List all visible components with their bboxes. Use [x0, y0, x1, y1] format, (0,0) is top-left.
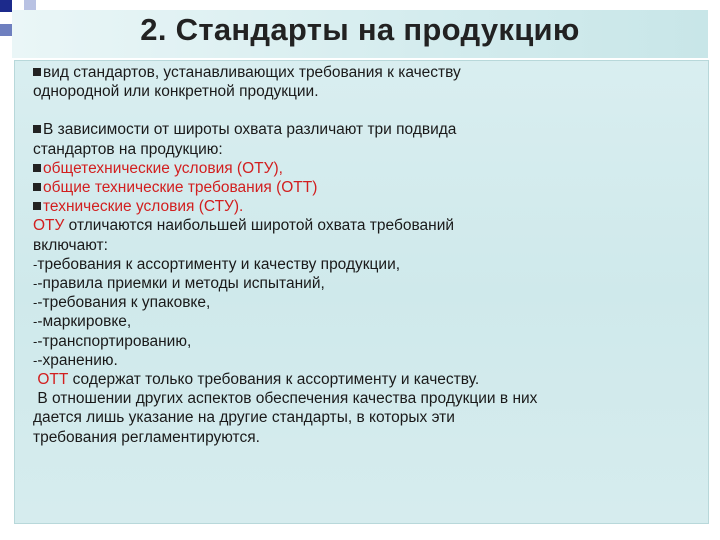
final-line1: В отношении других аспектов обеспечения качества продукции в них: [37, 390, 538, 408]
square-bullet-icon: [33, 125, 41, 133]
ott-line: ОТТ содержат только требования к ассортименту и качеству.: [37, 371, 480, 389]
para2-line1: В зависимости от широты охвата различают три подвида: [33, 120, 703, 139]
otu-line1: ОТУ отличаются наибольшей широтой охвата требований: [33, 217, 455, 235]
square-bullet-icon: [33, 202, 41, 210]
subtype-ott: общие технические требования (ОТТ): [33, 178, 703, 197]
list-item: --маркировке,: [33, 313, 132, 331]
subtype-otu: общетехнические условия (ОТУ),: [33, 159, 703, 178]
square-bullet-icon: [33, 164, 41, 172]
list-item: --требования к упаковке,: [33, 294, 211, 312]
slide-title: 2. Стандарты на продукцию: [140, 12, 580, 47]
para1-line1: вид стандартов, устанавливающих требования к качеству: [33, 63, 703, 82]
deco-square-1: [0, 0, 12, 12]
final-line2: дается лишь указание на другие стандарты, в которых эти: [33, 409, 455, 427]
para1-line2: однородной или конкретной продукции.: [33, 83, 319, 101]
list-item: --правила приемки и методы испытаний,: [33, 275, 325, 293]
slide-body: [33, 63, 703, 447]
square-bullet-icon: [33, 68, 41, 76]
list-item: -требования к ассортименту и качеству продукции,: [33, 255, 401, 273]
list-item: --хранению.: [33, 351, 118, 369]
otu-line2: включают:: [33, 236, 108, 254]
subtype-stu: технические условия (СТУ).: [33, 197, 703, 216]
square-bullet-icon: [33, 183, 41, 191]
list-item: --транспортированию,: [33, 332, 192, 350]
final-line3: требования регламентируются.: [33, 428, 260, 446]
para2-line2: стандартов на продукцию:: [33, 140, 223, 158]
